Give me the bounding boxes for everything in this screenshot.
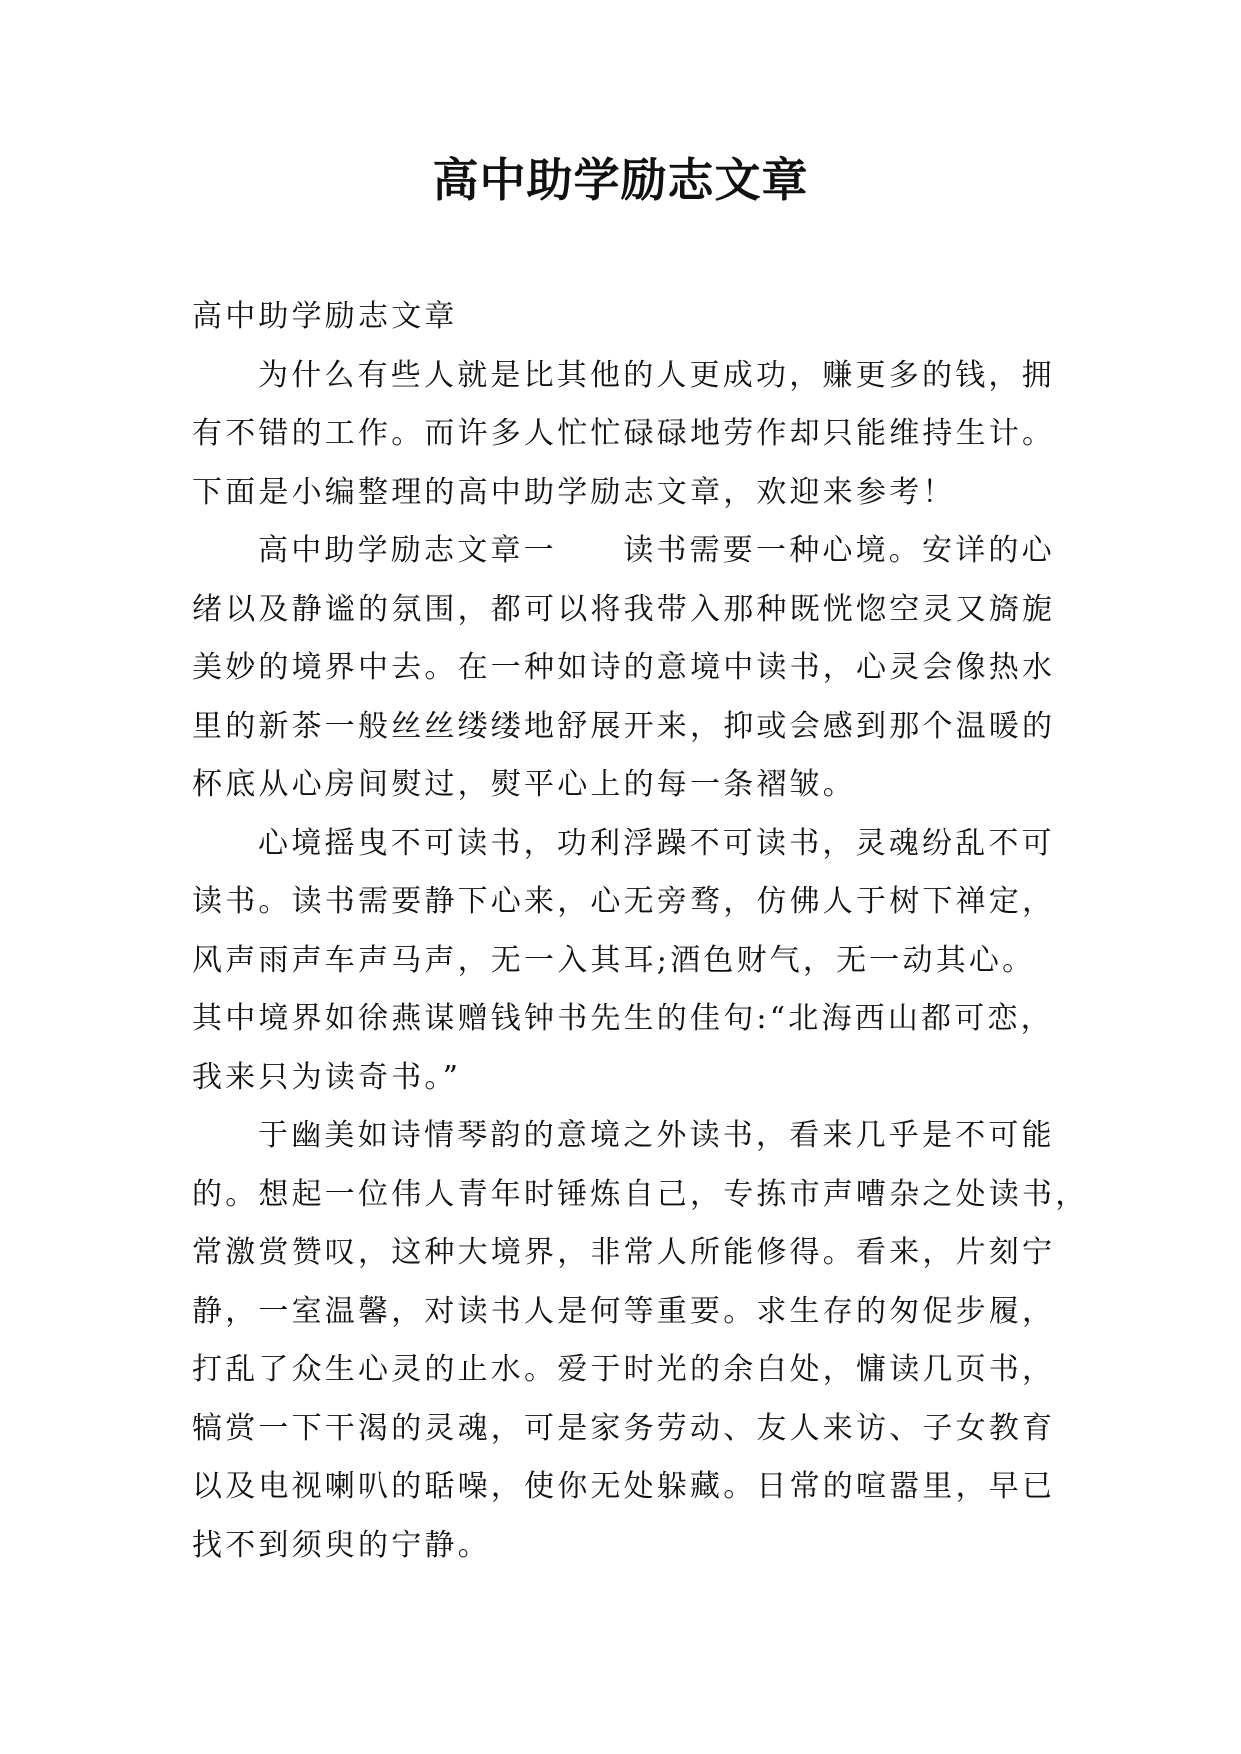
document-body bbox=[192, 288, 1089, 1575]
text-line: 打乱了众生心灵的止水。爱于时光的余白处，慵读几页书， bbox=[192, 1352, 1056, 1387]
text-line: 犒赏一下干渴的灵魂，可是家务劳动、友人来访、子女教育 bbox=[192, 1410, 1056, 1446]
text-line: 下面是小编整理的高中助学励志文章，欢迎来参考！ bbox=[192, 474, 956, 510]
text-line: 杯底从心房间熨过，熨平心上的每一条褶皱。 bbox=[192, 767, 856, 802]
text-line: 找不到须臾的宁静。 bbox=[192, 1527, 491, 1563]
text-line: 里的新茶一般丝丝缕缕地舒展开来，抑或会感到那个温暖的 bbox=[192, 708, 1056, 744]
text-line: 的。想起一位伟人青年时锤炼自己，专拣市声嘈杂之处读书， bbox=[192, 1176, 1089, 1212]
text-line: 读书。读书需要静下心来，心无旁骛，仿佛人于树下禅定， bbox=[192, 884, 1056, 919]
text-line: 高中助学励志文章 bbox=[192, 299, 458, 334]
text-line: 我来只为读奇书。” bbox=[192, 1059, 462, 1095]
document-title: 高中助学励志文章 bbox=[432, 153, 809, 207]
text-line: 风声雨声车声马声，无一入其耳;酒色财气，无一动其心。 bbox=[192, 942, 1036, 978]
text-line: 以及电视喇叭的聒噪，使你无处躲藏。日常的喧嚣里，早已 bbox=[192, 1469, 1056, 1504]
text-line: 常激赏赞叹，这种大境界，非常人所能修得。看来，片刻宁 bbox=[192, 1235, 1056, 1270]
text-line: 绪以及静谧的氛围，都可以将我带入那种既恍惚空灵又旖旎 bbox=[192, 591, 1056, 627]
text-line: 美妙的境界中去。在一种如诗的意境中读书，心灵会像热水 bbox=[192, 650, 1056, 685]
text-line: 于幽美如诗情琴韵的意境之外读书，看来几乎是不可能 bbox=[258, 1118, 1055, 1153]
text-line: 心境摇曳不可读书，功利浮躁不可读书，灵魂纷乱不可 bbox=[258, 825, 1055, 861]
text-line: 为什么有些人就是比其他的人更成功，赚更多的钱，拥 bbox=[258, 357, 1055, 393]
text-line: 静，一室温馨，对读书人是何等重要。求生存的匆促步履， bbox=[192, 1293, 1056, 1329]
text-line: 有不错的工作。而许多人忙忙碌碌地劳作却只能维持生计。 bbox=[192, 416, 1056, 451]
text-line: 高中助学励志文章一 读书需要一种心境。安详的心 bbox=[258, 533, 1055, 568]
text-line: 其中境界如徐燕谋赠钱钟书先生的佳句:“北海西山都可恋， bbox=[192, 1001, 1054, 1036]
